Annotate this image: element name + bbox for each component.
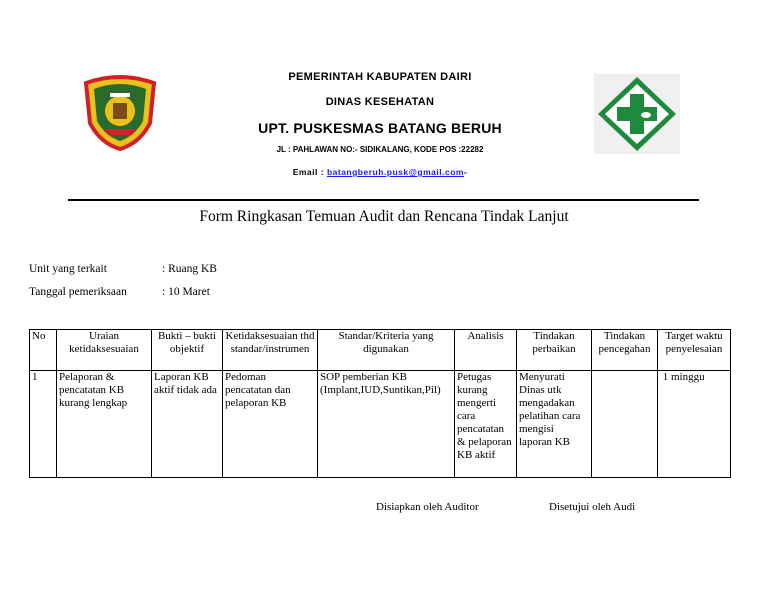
date-value: : 10 Maret xyxy=(162,286,210,298)
document-title: Form Ringkasan Temuan Audit dan Rencana Tindak Lanjut xyxy=(199,208,569,225)
cell-no: 1 xyxy=(30,371,57,478)
cell-analisis: Petugas kurang mengerti cara pencatatan & pelaporan KB aktif xyxy=(455,371,517,478)
cell-target: 1 minggu xyxy=(658,371,731,478)
puskesmas-cross-logo-icon xyxy=(594,74,680,154)
unit-value: : Ruang KB xyxy=(162,263,217,275)
cell-uraian: Pelaporan & pencatatan KB kurang lengkap xyxy=(57,371,152,478)
table-row xyxy=(30,371,731,478)
header-analisis: Analisis xyxy=(455,330,517,371)
unit-label: Unit yang terkait xyxy=(29,263,107,275)
header-uraian: Uraian ketidaksesuaian xyxy=(57,330,152,371)
cell-perbaikan: Menyurati Dinas utk mengadakan pelatihan cara mengisi laporan KB xyxy=(517,371,592,478)
header-no: No xyxy=(30,330,57,371)
email-label: Email : xyxy=(292,167,327,177)
signature-approved: Disetujui oleh Audi xyxy=(549,501,636,513)
header-divider xyxy=(68,199,699,201)
header-perbaikan: Tindakan perbaikan xyxy=(517,330,592,371)
header-email xyxy=(180,167,580,177)
signature-prepared: Disiapkan oleh Auditor xyxy=(376,501,479,513)
header-target: Target waktu penyelesaian xyxy=(658,330,731,371)
email-link[interactable]: batangberuh.pusk@gmail.com xyxy=(326,167,464,177)
table-header-row xyxy=(30,330,731,371)
date-label: Tanggal pemeriksaan xyxy=(29,286,127,298)
header-bukti: Bukti – bukti objektif xyxy=(152,330,223,371)
audit-findings-table xyxy=(29,329,731,478)
cell-bukti: Laporan KB aktif tidak ada xyxy=(152,371,223,478)
cell-pencegahan xyxy=(592,371,658,478)
cell-standar: SOP pemberian KB (Implant,IUD,Suntikan,Pil) xyxy=(318,371,455,478)
email-suffix: - xyxy=(463,167,468,177)
header-department: DINAS KESEHATAN xyxy=(325,96,435,108)
cell-ketidaksesuaian: Pedoman pencatatan dan pelaporan KB xyxy=(223,371,318,478)
header-standar: Standar/Kriteria yang digunakan xyxy=(318,330,455,371)
header-institution: UPT. PUSKESMAS BATANG BERUH xyxy=(258,120,502,136)
header-address: JL : PAHLAWAN NO:- SIDIKALANG, KODE POS :22282 xyxy=(276,145,484,154)
kabupaten-dairi-emblem-icon xyxy=(80,73,160,151)
header-pencegahan: Tindakan pencegahan xyxy=(592,330,658,371)
header-ketidaksesuaian: Ketidaksesuaian thd standar/instrumen xyxy=(223,330,318,371)
header-government: PEMERINTAH KABUPATEN DAIRI xyxy=(288,71,472,83)
